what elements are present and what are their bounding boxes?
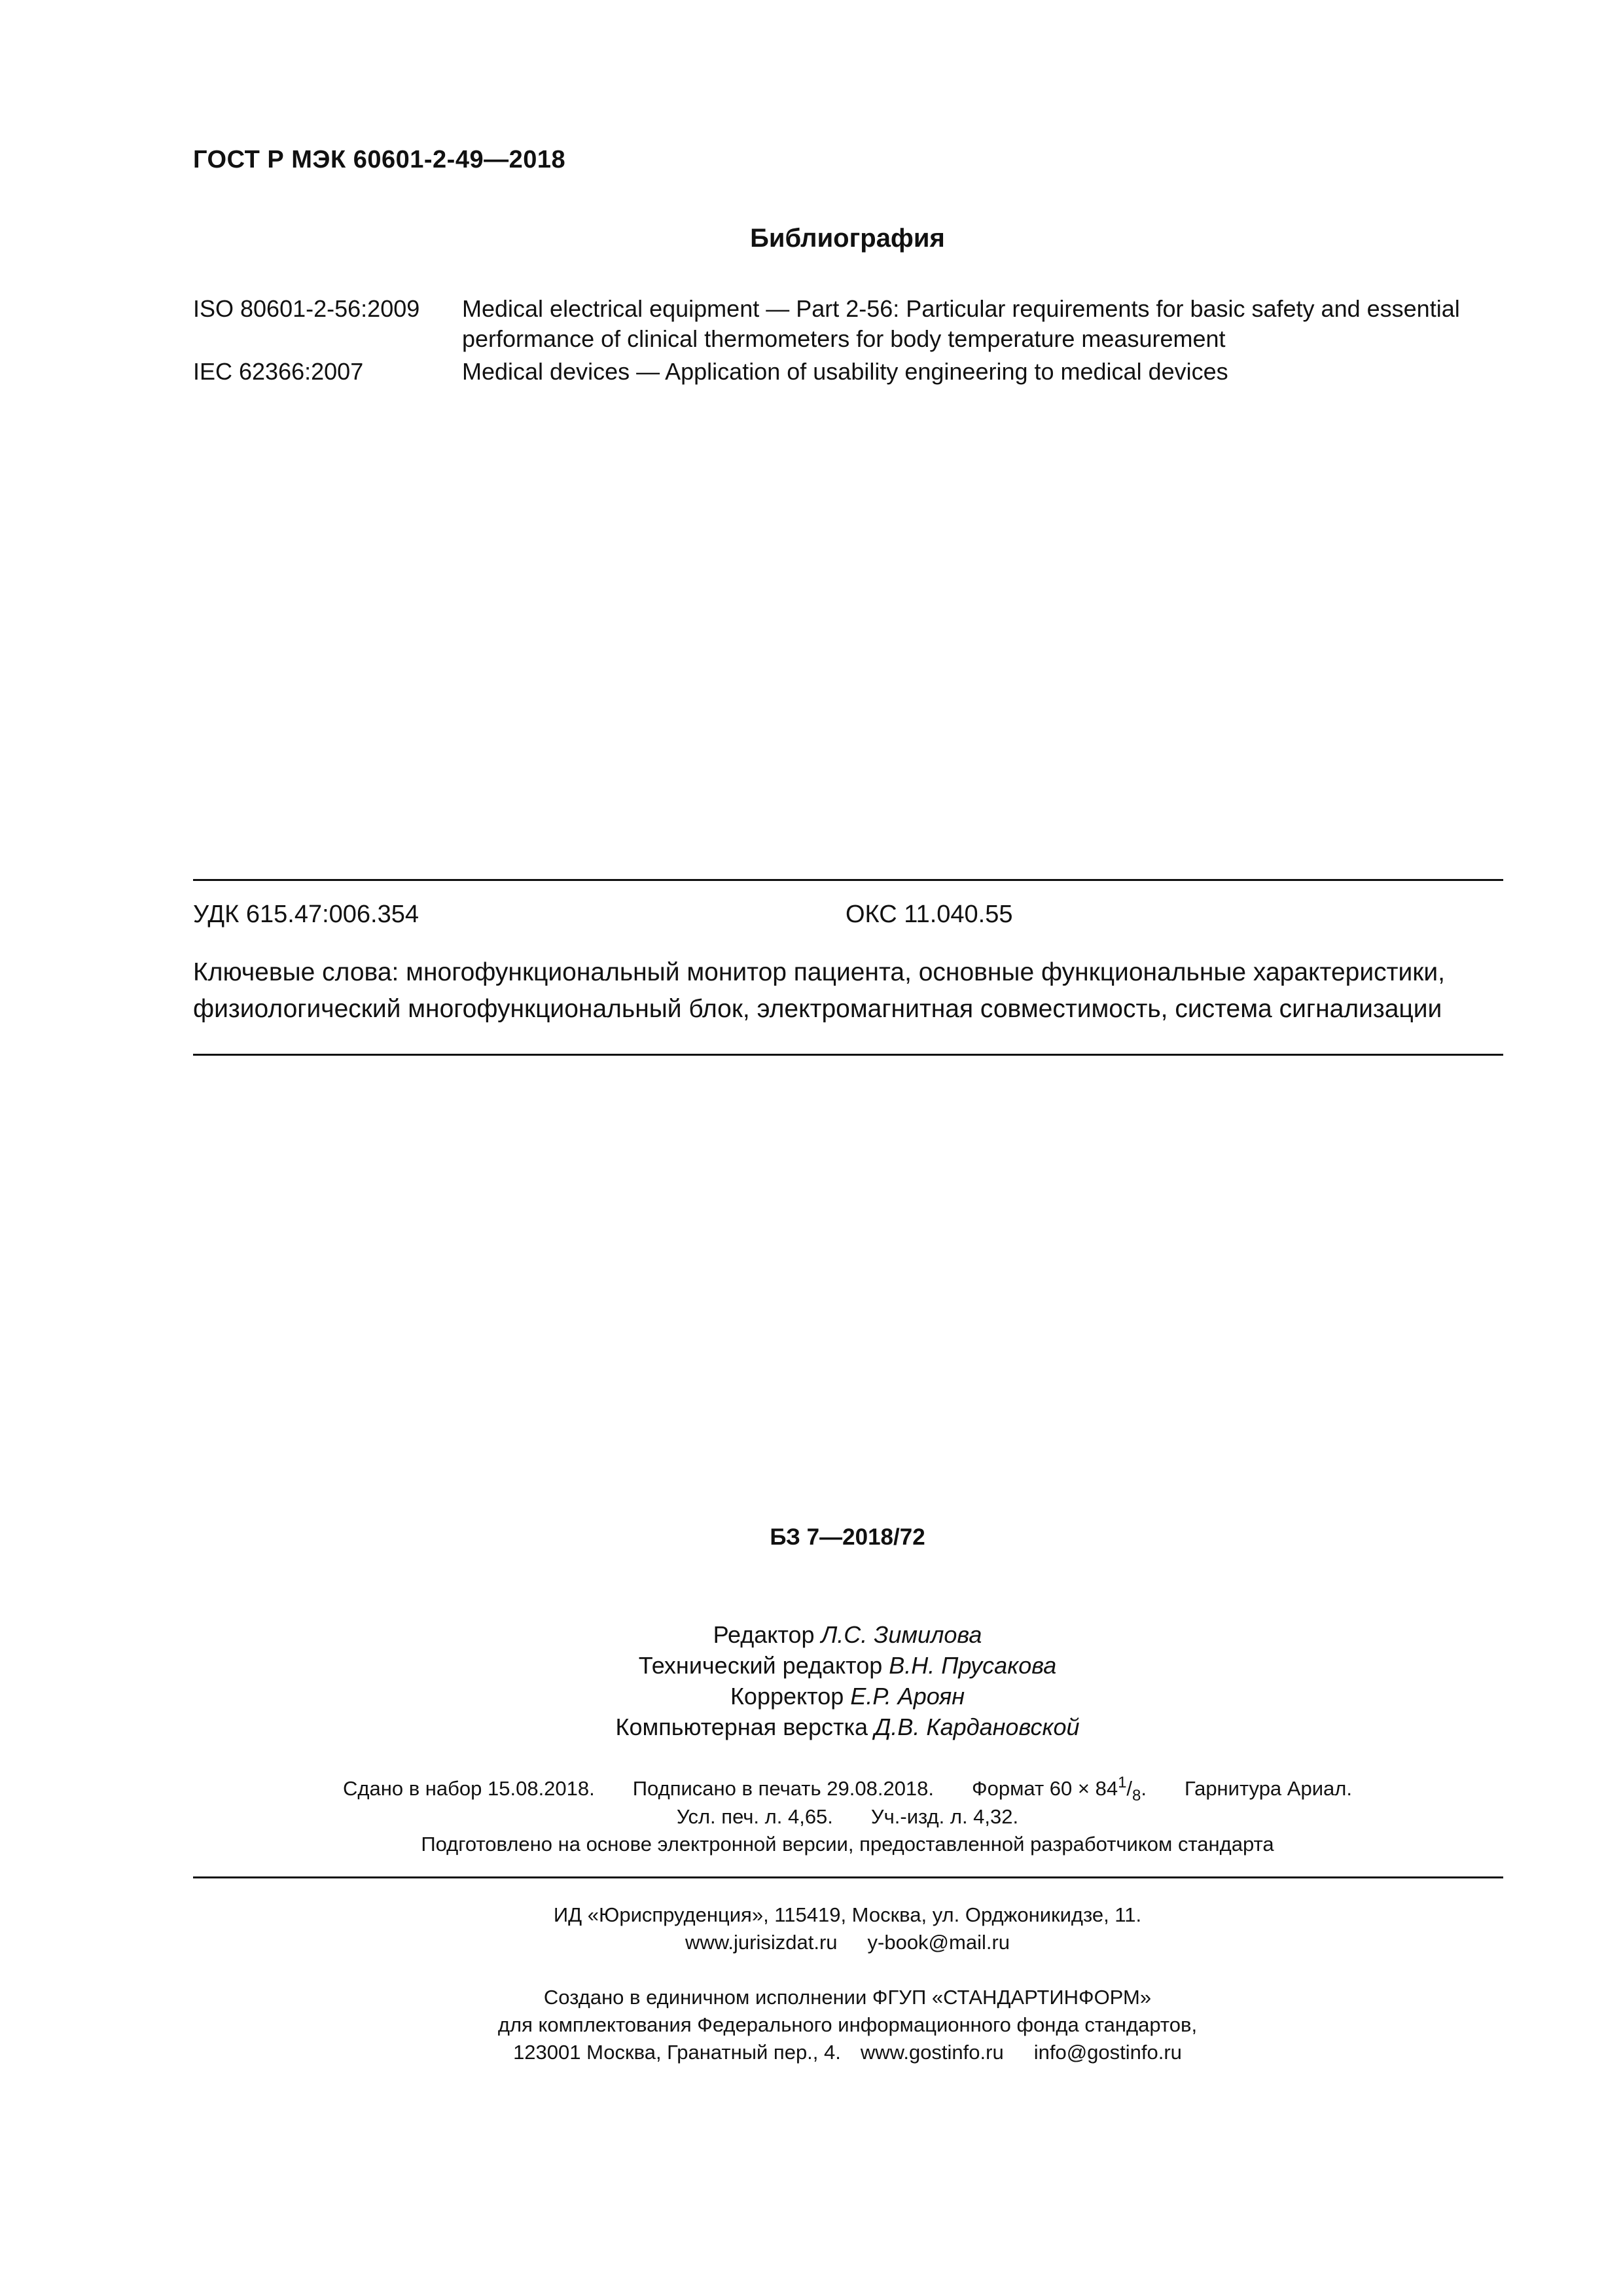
publisher-address: ИД «Юриспруденция», 115419, Москва, ул. Орджоникидзе, 11. [553,1903,1142,1926]
keywords-line: физиологический многофункциональный блок, электромагнитная совместимость, система сигнализации [193,995,1442,1023]
credit-name: Л.С. Зимилова [821,1621,982,1648]
producer-line: Создано в единичном исполнении ФГУП «СТАНДАРТИНФОРМ» [543,1986,1152,2009]
credit-role: Технический редактор [638,1652,883,1679]
typeface: Гарнитура Ариал. [1185,1777,1352,1800]
credit-name: Д.В. Кардановской [874,1713,1080,1740]
credit-line [0,1619,1623,1650]
bz-number: БЗ 7—2018/72 [770,1524,925,1550]
usl-sheets: Усл. печ. л. 4,65. [676,1805,833,1828]
format: Формат $60 \times 84^1/_8$. [972,1774,1147,1804]
credit-name: Е.Р. Ароян [850,1683,965,1710]
credit-line [0,1681,1623,1712]
credit-line [0,1712,1623,1742]
credit-role: Корректор [730,1683,844,1710]
keywords-line: Ключевые слова: многофункциональный монитор пациента, основные функциональные характеристики, [193,958,1445,986]
divider [193,1054,1503,1056]
bibliography-text-line: Medical electrical equipment — Part 2-56: Particular requirements for basic safety and essential [462,295,1460,322]
bibliography-text [462,294,1509,354]
producer-contacts [0,2039,1623,2066]
prepared-note: Подготовлено на основе электронной версии, предоставленной разработчиком стандарта [421,1833,1274,1856]
producer-site-link[interactable]: www.gostinfo.ru [860,2041,1004,2064]
producer-address: 123001 Москва, Гранатный пер., 4. [513,2041,841,2064]
signed-date: Подписано в печать 29.08.2018. [632,1777,935,1800]
credits [0,1619,1623,1742]
submitted-date: Сдано в набор 15.08.2018. [343,1777,595,1800]
bibliography-text-line: performance of clinical thermometers for body temperature measurement [462,325,1226,352]
bibliography-code: ISO 80601-2-56:2009 [193,295,420,322]
bibliography-entry [193,357,1502,388]
bibliography-title: Библиография [750,224,945,253]
credit-line [0,1650,1623,1681]
bibliography-text-line: Medical devices — Application of usability engineering to medical devices [462,358,1228,385]
udk-code: УДК 615.47:006.354 [193,901,419,928]
bibliography-code: IEC 62366:2007 [193,358,364,385]
credit-name: В.Н. Прусакова [889,1652,1057,1679]
bibliography-text [462,357,1509,387]
publisher-site-link[interactable]: www.jurisizdat.ru [685,1931,838,1954]
divider [193,879,1503,881]
keywords [193,954,1508,1028]
document-code: ГОСТ Р МЭК 60601-2-49—2018 [193,146,566,173]
credit-role: Редактор [713,1621,815,1648]
producer-line: для комплектования Федерального информационного фонда стандартов, [497,2013,1198,2036]
publisher-contacts [0,1929,1623,1956]
bibliography-entry [193,294,1502,355]
credit-role: Компьютерная верстка [615,1713,868,1740]
sheet-counts [0,1803,1623,1831]
publisher-email-link[interactable]: y-book@mail.ru [867,1931,1010,1954]
print-details [0,1775,1623,1803]
oks-code: ОКС 11.040.55 [846,901,1013,928]
divider [193,1876,1503,1878]
producer-email-link[interactable]: info@gostinfo.ru [1033,2041,1182,2064]
uch-sheets: Уч.-изд. л. 4,32. [870,1805,1019,1828]
